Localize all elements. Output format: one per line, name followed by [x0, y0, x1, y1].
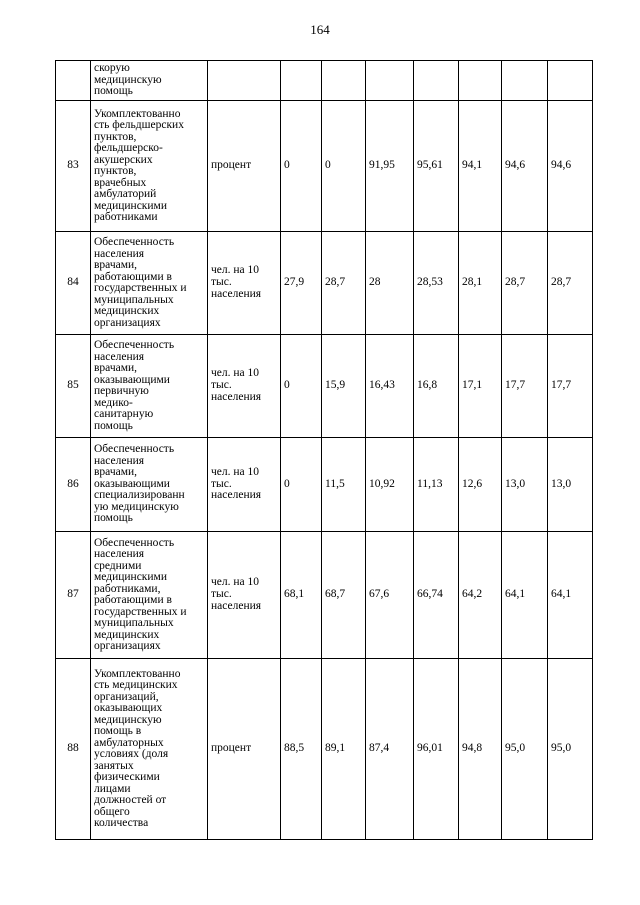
value-cell: 64,1: [502, 532, 548, 659]
value-cell: [502, 61, 548, 101]
unit-line: тыс.: [211, 379, 232, 392]
indicator-name-line: помощь: [94, 85, 133, 98]
value-cell: 95,0: [548, 659, 593, 840]
indicator-name-line: населения: [94, 247, 145, 260]
unit-line: чел. на 10: [211, 465, 260, 478]
value-cell: [322, 61, 366, 101]
indicator-name-line: населения: [94, 548, 145, 560]
value-cell: 64,1: [548, 532, 593, 659]
indicator-name-line: сть фельдшерских: [94, 119, 184, 131]
value-cell: 17,1: [459, 335, 502, 438]
value-cell: 88,5: [281, 659, 322, 840]
table-row: [56, 232, 593, 335]
value-cell: 68,7: [322, 532, 366, 659]
indicator-name-line: Обеспеченность: [94, 339, 175, 351]
table-row: [56, 659, 593, 840]
indicator-name-line: амбулаторий: [94, 188, 157, 200]
value-cell: 95,0: [502, 659, 548, 840]
value-cell: 28,7: [548, 232, 593, 335]
row-number: 86: [56, 438, 91, 532]
value-cell: 12,6: [459, 438, 502, 532]
indicator-name-line: муниципальных: [94, 293, 174, 306]
value-cell: 16,8: [414, 335, 459, 438]
indicator-name-line: фельдшерско-: [94, 142, 163, 154]
indicator-name: [91, 61, 208, 101]
indicator-name: [91, 335, 208, 438]
indicator-name-line: медико-: [94, 396, 133, 409]
row-number: [56, 61, 91, 101]
indicator-name-line: медицинских: [94, 628, 160, 641]
indicator-name-line: Укомплектованно: [94, 667, 181, 680]
value-cell: 64,2: [459, 532, 502, 659]
unit: [208, 438, 281, 532]
indicator-name-line: медицинскую: [94, 73, 162, 86]
indicator-name-line: организациях: [94, 640, 161, 652]
indicator-name-line: оказывающими: [94, 477, 170, 490]
value-cell: 28,7: [502, 232, 548, 335]
table-row: [56, 61, 593, 101]
indicator-name-line: первичную: [94, 385, 149, 397]
indicator-name-line: сть медицинских: [94, 679, 178, 691]
indicator-name-line: помощь: [94, 512, 133, 525]
indicator-name-line: Обеспеченность: [94, 536, 175, 549]
indicator-name-line: Укомплектованно: [94, 107, 181, 120]
value-cell: 28: [366, 232, 414, 335]
indicator-name-line: оказывающими: [94, 373, 170, 386]
unit-line: населения: [211, 390, 262, 403]
unit-line: чел. на 10: [211, 264, 260, 277]
indicator-name-line: населения: [94, 454, 145, 467]
unit-line: населения: [211, 287, 262, 300]
value-cell: 28,7: [322, 232, 366, 335]
indicator-name-line: организациях: [94, 316, 161, 329]
value-cell: 87,4: [366, 659, 414, 840]
value-cell: 27,9: [281, 232, 322, 335]
indicator-name-line: медицинских: [94, 305, 160, 317]
indicator-name-line: лицами: [94, 782, 131, 795]
indicator-name-line: врачами,: [94, 466, 138, 479]
value-cell: 17,7: [548, 335, 593, 438]
value-cell: 94,1: [459, 101, 502, 232]
value-cell: 17,7: [502, 335, 548, 438]
value-cell: 94,8: [459, 659, 502, 840]
row-number: 84: [56, 232, 91, 335]
unit: [208, 532, 281, 659]
table-row: [56, 532, 593, 659]
indicator-name-line: пунктов,: [94, 165, 137, 177]
value-cell: 94,6: [502, 101, 548, 232]
value-cell: [366, 61, 414, 101]
indicator-name-line: общего: [94, 805, 130, 818]
value-cell: 11,5: [322, 438, 366, 532]
table-row: [56, 335, 593, 438]
value-cell: 0: [281, 335, 322, 438]
indicator-name-line: амбулаторных: [94, 736, 164, 749]
indicator-name-line: организаций,: [94, 690, 159, 703]
indicator-name-line: санитарную: [94, 408, 154, 420]
indicator-name-line: ую медицинскую: [94, 500, 179, 513]
unit: [208, 101, 281, 232]
indicator-name-line: количества: [94, 817, 149, 829]
value-cell: 96,01: [414, 659, 459, 840]
value-cell: 28,53: [414, 232, 459, 335]
indicator-name: [91, 101, 208, 232]
value-cell: [459, 61, 502, 101]
unit-line: процент: [211, 742, 252, 755]
indicator-name-line: пунктов,: [94, 130, 137, 143]
unit-line: тыс.: [211, 477, 232, 490]
indicator-name-line: работающими в: [94, 270, 172, 283]
value-cell: 91,95: [366, 101, 414, 232]
value-cell: 0: [281, 101, 322, 232]
value-cell: [281, 61, 322, 101]
row-number: 83: [56, 101, 91, 232]
value-cell: [414, 61, 459, 101]
table-row: [56, 101, 593, 232]
indicator-name-line: Обеспеченность: [94, 236, 175, 248]
indicator-name-line: медицинскими: [94, 571, 167, 583]
unit-line: чел. на 10: [211, 576, 260, 589]
value-cell: 28,1: [459, 232, 502, 335]
value-cell: 0: [322, 101, 366, 232]
indicator-name-line: специализированн: [94, 489, 185, 502]
unit-line: тыс.: [211, 276, 232, 289]
value-cell: 95,61: [414, 101, 459, 232]
indicator-name-line: условиях (доля: [94, 748, 169, 760]
value-cell: 15,9: [322, 335, 366, 438]
unit: [208, 232, 281, 335]
indicator-name: [91, 232, 208, 335]
indicator-name-line: оказывающих: [94, 702, 163, 714]
indicator-name-line: работниками,: [94, 582, 161, 595]
indicator-name-line: помощь в: [94, 725, 142, 737]
table-row: [56, 438, 593, 532]
indicator-name-line: работающими в: [94, 594, 172, 606]
unit: [208, 61, 281, 101]
indicator-name-line: занятых: [94, 759, 134, 772]
indicator-name-line: физическими: [94, 771, 160, 783]
indicator-name-line: акушерских: [94, 153, 153, 166]
value-cell: 13,0: [548, 438, 593, 532]
row-number: 88: [56, 659, 91, 840]
unit-line: чел. на 10: [211, 367, 260, 380]
indicator-name-line: врачебных: [94, 176, 147, 189]
value-cell: 67,6: [366, 532, 414, 659]
value-cell: 89,1: [322, 659, 366, 840]
indicator-name-line: Обеспеченность: [94, 443, 175, 456]
indicator-name-line: скорую: [94, 62, 130, 75]
value-cell: 0: [281, 438, 322, 532]
unit-line: населения: [211, 489, 262, 502]
indicator-name-line: муниципальных: [94, 617, 174, 629]
value-cell: 13,0: [502, 438, 548, 532]
indicator-name-line: средними: [94, 559, 142, 572]
value-cell: 16,43: [366, 335, 414, 438]
unit-line: населения: [211, 599, 262, 612]
indicator-name-line: государственных и: [94, 282, 187, 294]
value-cell: 10,92: [366, 438, 414, 532]
indicator-name-line: медицинскую: [94, 713, 162, 726]
indicator-name: [91, 532, 208, 659]
unit-line: процент: [211, 159, 252, 172]
indicator-name-line: медицинскими: [94, 199, 167, 212]
page-number: 164: [310, 22, 330, 37]
indicator-name-line: государственных и: [94, 605, 187, 618]
value-cell: 11,13: [414, 438, 459, 532]
value-cell: [548, 61, 593, 101]
value-cell: 66,74: [414, 532, 459, 659]
indicator-name-line: врачами,: [94, 362, 138, 374]
indicator-name: [91, 659, 208, 840]
indicator-name-line: врачами,: [94, 259, 138, 271]
unit: [208, 335, 281, 438]
row-number: 85: [56, 335, 91, 438]
row-number: 87: [56, 532, 91, 659]
value-cell: 94,6: [548, 101, 593, 232]
unit-line: тыс.: [211, 588, 232, 601]
indicator-name-line: должностей от: [94, 794, 167, 806]
unit: [208, 659, 281, 840]
indicators-table: [55, 60, 593, 840]
indicator-name: [91, 438, 208, 532]
indicator-name-line: работниками: [94, 211, 158, 223]
indicator-name-line: населения: [94, 350, 145, 363]
indicator-name-line: помощь: [94, 419, 133, 432]
value-cell: 68,1: [281, 532, 322, 659]
